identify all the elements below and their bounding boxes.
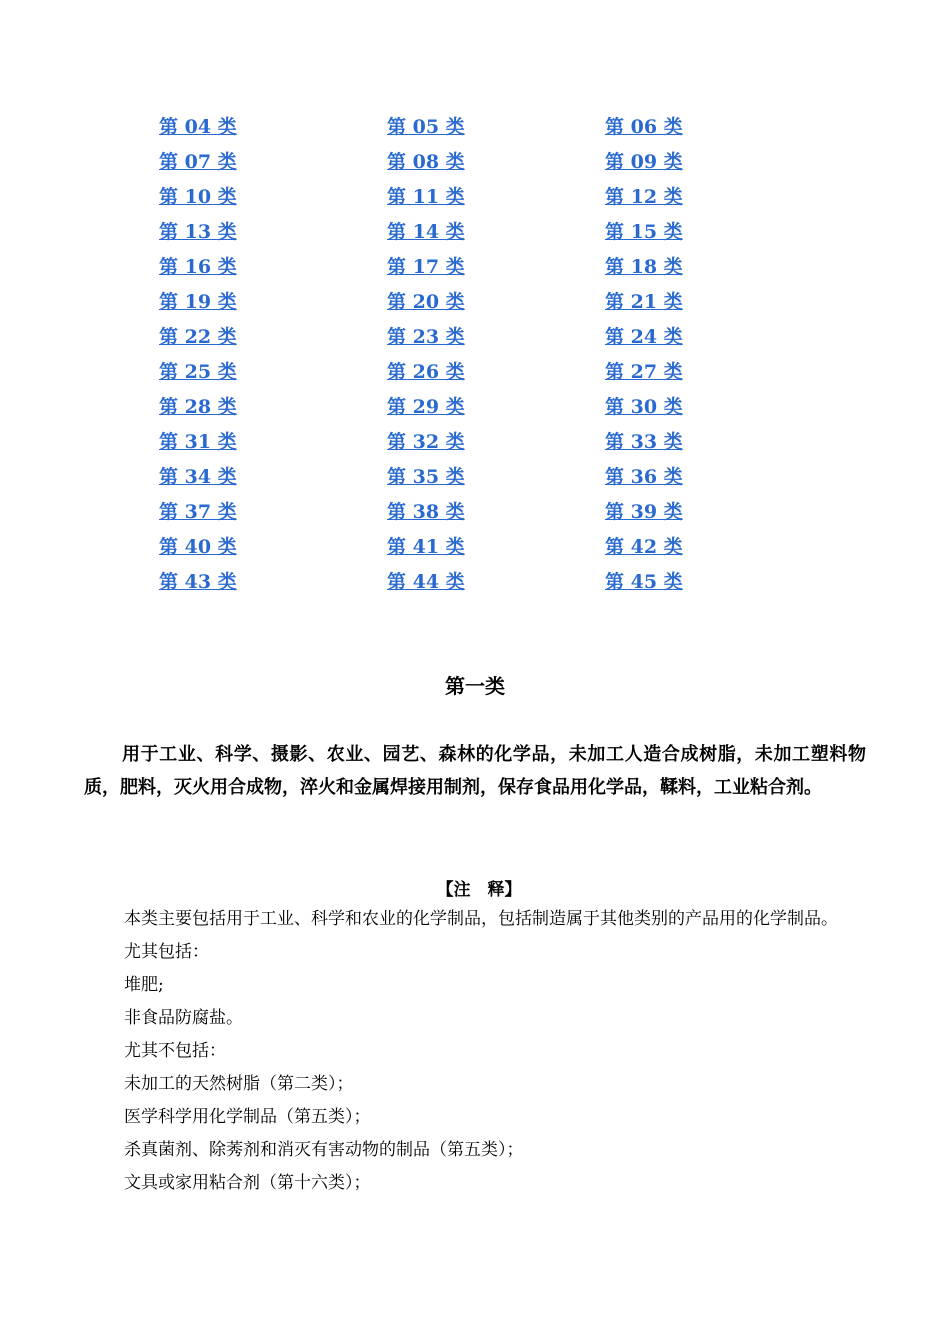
class-index: [0, 110, 950, 600]
class-link[interactable]: 第 41 类: [387, 536, 465, 558]
class-index-row: [0, 530, 950, 565]
class-index-row: [0, 355, 950, 390]
class-index-row: [0, 110, 950, 145]
class-link[interactable]: 第 42 类: [605, 536, 683, 558]
class-link[interactable]: 第 37 类: [159, 501, 237, 523]
notes-title: 【注 释】: [436, 880, 522, 900]
class-link[interactable]: 第 20 类: [387, 291, 465, 313]
class-link[interactable]: 第 36 类: [605, 466, 683, 488]
class-index-row: [0, 250, 950, 285]
notes-intro: 本类主要包括用于工业、科学和农业的化学制品，包括制造属于其他类别的产品用的化学制品。: [124, 909, 838, 929]
class-index-row: [0, 180, 950, 215]
class-link[interactable]: 第 29 类: [387, 396, 465, 418]
class-link[interactable]: 第 35 类: [387, 466, 465, 488]
class-link[interactable]: 第 24 类: [605, 326, 683, 348]
class-index-row: [0, 425, 950, 460]
class-index-row: [0, 565, 950, 600]
class-link[interactable]: 第 39 类: [605, 501, 683, 523]
class-link[interactable]: 第 11 类: [387, 186, 465, 208]
class-link[interactable]: 第 31 类: [159, 431, 237, 453]
class-index-row: [0, 285, 950, 320]
class-link[interactable]: 第 06 类: [605, 116, 683, 138]
class-link[interactable]: 第 10 类: [159, 186, 237, 208]
class-link[interactable]: 第 14 类: [387, 221, 465, 243]
class-link[interactable]: 第 17 类: [387, 256, 465, 278]
class-link[interactable]: 第 21 类: [605, 291, 683, 313]
class-link[interactable]: 第 15 类: [605, 221, 683, 243]
note-line: 非食品防腐盐。: [124, 1008, 243, 1028]
class-link[interactable]: 第 05 类: [387, 116, 465, 138]
class-link[interactable]: 第 25 类: [159, 361, 237, 383]
class-link[interactable]: 第 23 类: [387, 326, 465, 348]
class-index-row: [0, 215, 950, 250]
class-link[interactable]: 第 38 类: [387, 501, 465, 523]
class-index-row: [0, 390, 950, 425]
note-line: 堆肥;: [124, 975, 164, 995]
class-link[interactable]: 第 13 类: [159, 221, 237, 243]
class-link[interactable]: 第 22 类: [159, 326, 237, 348]
note-line: 未加工的天然树脂（第二类）；: [124, 1074, 354, 1094]
class-link[interactable]: 第 16 类: [159, 256, 237, 278]
class-index-row: [0, 495, 950, 530]
class-link[interactable]: 第 26 类: [387, 361, 465, 383]
class-link[interactable]: 第 09 类: [605, 151, 683, 173]
class-index-row: [0, 145, 950, 180]
class-link[interactable]: 第 43 类: [159, 571, 237, 593]
class-link[interactable]: 第 27 类: [605, 361, 683, 383]
class-index-row: [0, 320, 950, 355]
notes-body: [84, 903, 866, 1200]
class-link[interactable]: 第 12 类: [605, 186, 683, 208]
class-heading: 用于工业、科学、摄影、农业、园艺、森林的化学品，未加工人造合成树脂，未加工塑料物质，肥料，灭火用合成物，淬火和金属焊接用制剂，保存食品用化学品，鞣料，工业粘合剂。: [84, 744, 866, 798]
class-link[interactable]: 第 33 类: [605, 431, 683, 453]
class-index-row: [0, 460, 950, 495]
note-line: 尤其包括：: [124, 942, 209, 962]
class-link[interactable]: 第 19 类: [159, 291, 237, 313]
class-link[interactable]: 第 34 类: [159, 466, 237, 488]
class-title: 第一类: [445, 674, 505, 698]
class-link[interactable]: 第 08 类: [387, 151, 465, 173]
class-link[interactable]: 第 18 类: [605, 256, 683, 278]
note-line: 医学科学用化学制品（第五类）；: [124, 1107, 371, 1127]
note-line: 杀真菌剂、除莠剂和消灭有害动物的制品（第五类）；: [124, 1140, 524, 1160]
class-link[interactable]: 第 44 类: [387, 571, 465, 593]
note-line: 文具或家用粘合剂（第十六类）；: [124, 1173, 371, 1193]
class-link[interactable]: 第 04 类: [159, 116, 237, 138]
class-link[interactable]: 第 07 类: [159, 151, 237, 173]
class-link[interactable]: 第 30 类: [605, 396, 683, 418]
note-line: 尤其不包括：: [124, 1041, 226, 1061]
notes-lines: [84, 936, 866, 1200]
class-link[interactable]: 第 45 类: [605, 571, 683, 593]
class-link[interactable]: 第 28 类: [159, 396, 237, 418]
class-link[interactable]: 第 40 类: [159, 536, 237, 558]
class-link[interactable]: 第 32 类: [387, 431, 465, 453]
